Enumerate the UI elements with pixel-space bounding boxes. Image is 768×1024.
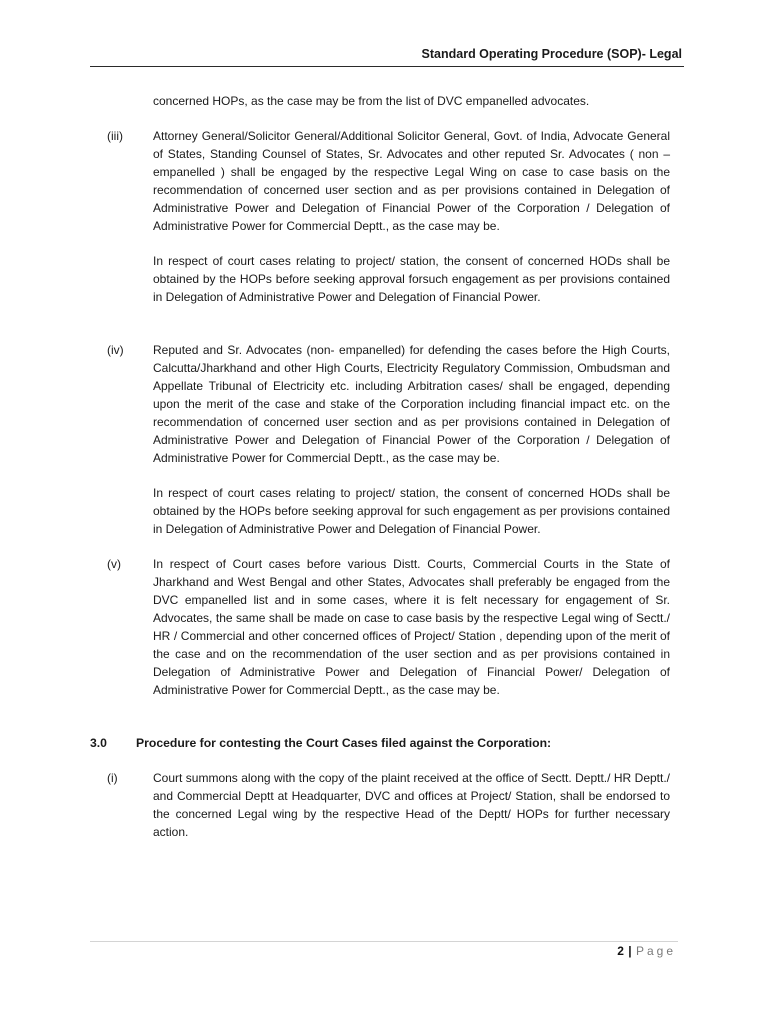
page-header [90, 47, 684, 67]
item-paragraph: In respect of court cases relating to project/ station, the consent of concerned HODs shall be obtained by the HOPs before seeking approval for such engagement as per provisions contained in Delegation of Administrative Power and Delegation of Financial Power. [153, 486, 670, 536]
item-number: (i) [107, 771, 118, 785]
page-number [617, 944, 676, 958]
header-title: Standard Operating Procedure (SOP)- Legal [421, 47, 682, 61]
item-number: (iv) [107, 343, 124, 357]
section-number: 3.0 [90, 736, 107, 750]
page-number-separator: | [628, 944, 633, 958]
item-number: (iii) [107, 129, 123, 143]
document-body [90, 92, 670, 841]
item-paragraph: Reputed and Sr. Advocates (non- empanelled) for defending the cases before the High Courts, Calcutta/Jharkhand and other High Courts, Electricity Regulatory Commission, Ombudsman and Appellate Tribunal of Electricity etc. including Arbitration cases/ shall be engaged, depending upon the merit of the case and stake of the Corporation including financial impact etc. on the recommendation of concerned user section and as per provisions contained in Delegation of Administrative Power and Delegation of Financial Power of the Corporation / Delegation of Administrative Power for Commercial Deptt., as the case may be. [153, 343, 670, 465]
page-number-value: 2 [617, 944, 625, 958]
list-item-v [90, 555, 670, 699]
page-label: Page [635, 944, 676, 958]
item-paragraph: Court summons along with the copy of the plaint received at the office of Sectt. Deptt./ HR Deptt./ and Commercial Deptt at Headquarter, DVC and offices at Project/ Station, shall be endorsed to the concerned Legal wing by the respective Head of the Deptt/ HOPs for further necessary action. [153, 771, 670, 839]
section-list-item-i [90, 769, 670, 841]
section-heading [90, 734, 670, 752]
item-paragraph: Attorney General/Solicitor General/Additional Solicitor General, Govt. of India, Advocate General of States, Standing Counsel of States, Sr. Advocates and other reputed Sr. Advocates ( non –empanelled ) shall be engaged by the respective Legal Wing on case to case basis on the recommendation of concerned user section and as per provisions contained in Delegation of Administrative Power and Delegation of Financial Power of the Corporation / Delegation of Administrative Power for Commercial Deptt., as the case may be. [153, 129, 670, 233]
continuation-paragraph: concerned HOPs, as the case may be from the list of DVC empanelled advocates. [153, 94, 590, 108]
list-item-iii [90, 127, 670, 306]
list-item-iv [90, 341, 670, 538]
footer-divider [90, 941, 678, 942]
section-title: Procedure for contesting the Court Cases filed against the Corporation: [136, 736, 552, 750]
item-paragraph: In respect of court cases relating to project/ station, the consent of concerned HODs shall be obtained by the HOPs before seeking approval forsuch engagement as per provisions contained in Delegation of Administrative Power and Delegation of Financial Power. [153, 254, 670, 304]
item-number: (v) [107, 557, 121, 571]
item-paragraph: In respect of Court cases before various Distt. Courts, Commercial Courts in the State of Jharkhand and West Bengal and other States, Advocates shall preferably be engaged from the DVC empanelled list and in some cases, where it is felt necessary for engagement of Sr. Advocates, the same shall be made on case to case basis by the respective Legal wing of Sectt./ HR / Commercial and other concerned offices of Project/ Station , depending upon of the merit of the case and on the recommendation of the user section and as per provisions contained in Delegation of Administrative Power and Delegation of Financial Power/ Delegation of Administrative Power for Commercial Deptt., as the case may be. [153, 557, 670, 697]
